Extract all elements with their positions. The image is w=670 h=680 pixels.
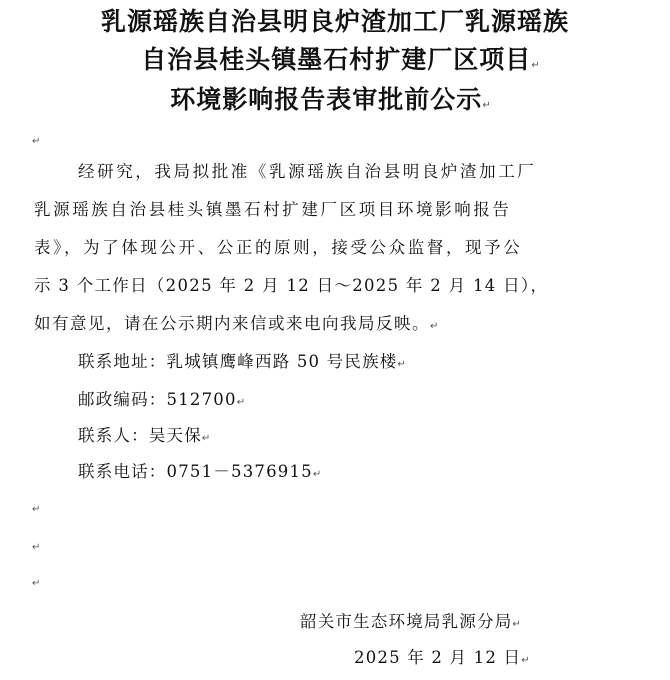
contact-postcode-text: 邮政编码：512700 [78,390,237,409]
paragraph-mark-icon: ↵ [312,469,323,480]
body-line [34,236,522,260]
body-line [34,274,548,298]
paragraph-mark-icon: ↵ [521,655,531,666]
paragraph-mark-icon: ↵ [397,359,408,370]
doc-title-line-2 [6,44,670,82]
body-line-text: 如有意见，请在公示期内来信或来电向我局反映。 [34,314,430,333]
body-line-text: 经研究，我局拟批准《乳源瑶族自治县明良炉渣加工厂 [78,162,537,181]
paragraph-mark-icon: ↵ [430,321,440,332]
signature-org-text: 韶关市生态环境局乳源分局 [300,612,513,631]
contact-person-text: 联系人：吴天保 [78,426,202,445]
paragraph-mark-icon: ↵ [32,542,41,553]
contact-postcode [78,388,246,415]
body-line [78,160,536,184]
signature-date-text: 2025 年 2 月 12 日 [354,648,522,667]
contact-phone [78,460,322,487]
paragraph-mark-icon: ↵ [32,136,41,147]
doc-title-text-3: 环境影响报告表审批前公示 [170,85,483,114]
body-line [34,198,512,222]
contact-address [78,350,407,377]
paragraph-mark-icon: ↵ [236,397,247,408]
doc-title-line-1 [0,6,670,38]
doc-title-text-1: 乳源瑶族自治县明良炉渣加工厂乳源瑶族 [100,7,569,36]
body-line-text: 示 3 个工作日（2025 年 2 月 12 日～2025 年 2 月 14 日）， [34,276,549,295]
doc-title-text-2: 自治县桂头镇墨石村扩建厂区项目 [141,45,532,74]
contact-phone-text: 联系电话：0751－5376915 [78,462,313,481]
paragraph-mark-icon: ↵ [201,433,212,444]
body-line-text: 乳源瑶族自治县桂头镇墨石村扩建厂区项目环境影响报告 [34,200,512,219]
paragraph-mark-icon: ↵ [32,504,41,515]
signature-date [354,646,531,673]
paragraph-mark-icon: ↵ [32,578,41,589]
paragraph-mark-icon: ↵ [531,60,541,71]
paragraph-mark-icon: ↵ [482,100,492,111]
signature-org [300,610,522,637]
doc-title-line-3 [0,84,666,122]
paragraph-mark-icon: ↵ [512,619,522,630]
contact-person [78,424,212,451]
body-line-text: 表》，为了体现公开、公正的原则，接受公众监督，现予公 [34,238,523,257]
body-line [34,312,440,339]
contact-address-text: 联系地址：乳城镇鹰峰西路 50 号民族楼 [78,352,398,371]
